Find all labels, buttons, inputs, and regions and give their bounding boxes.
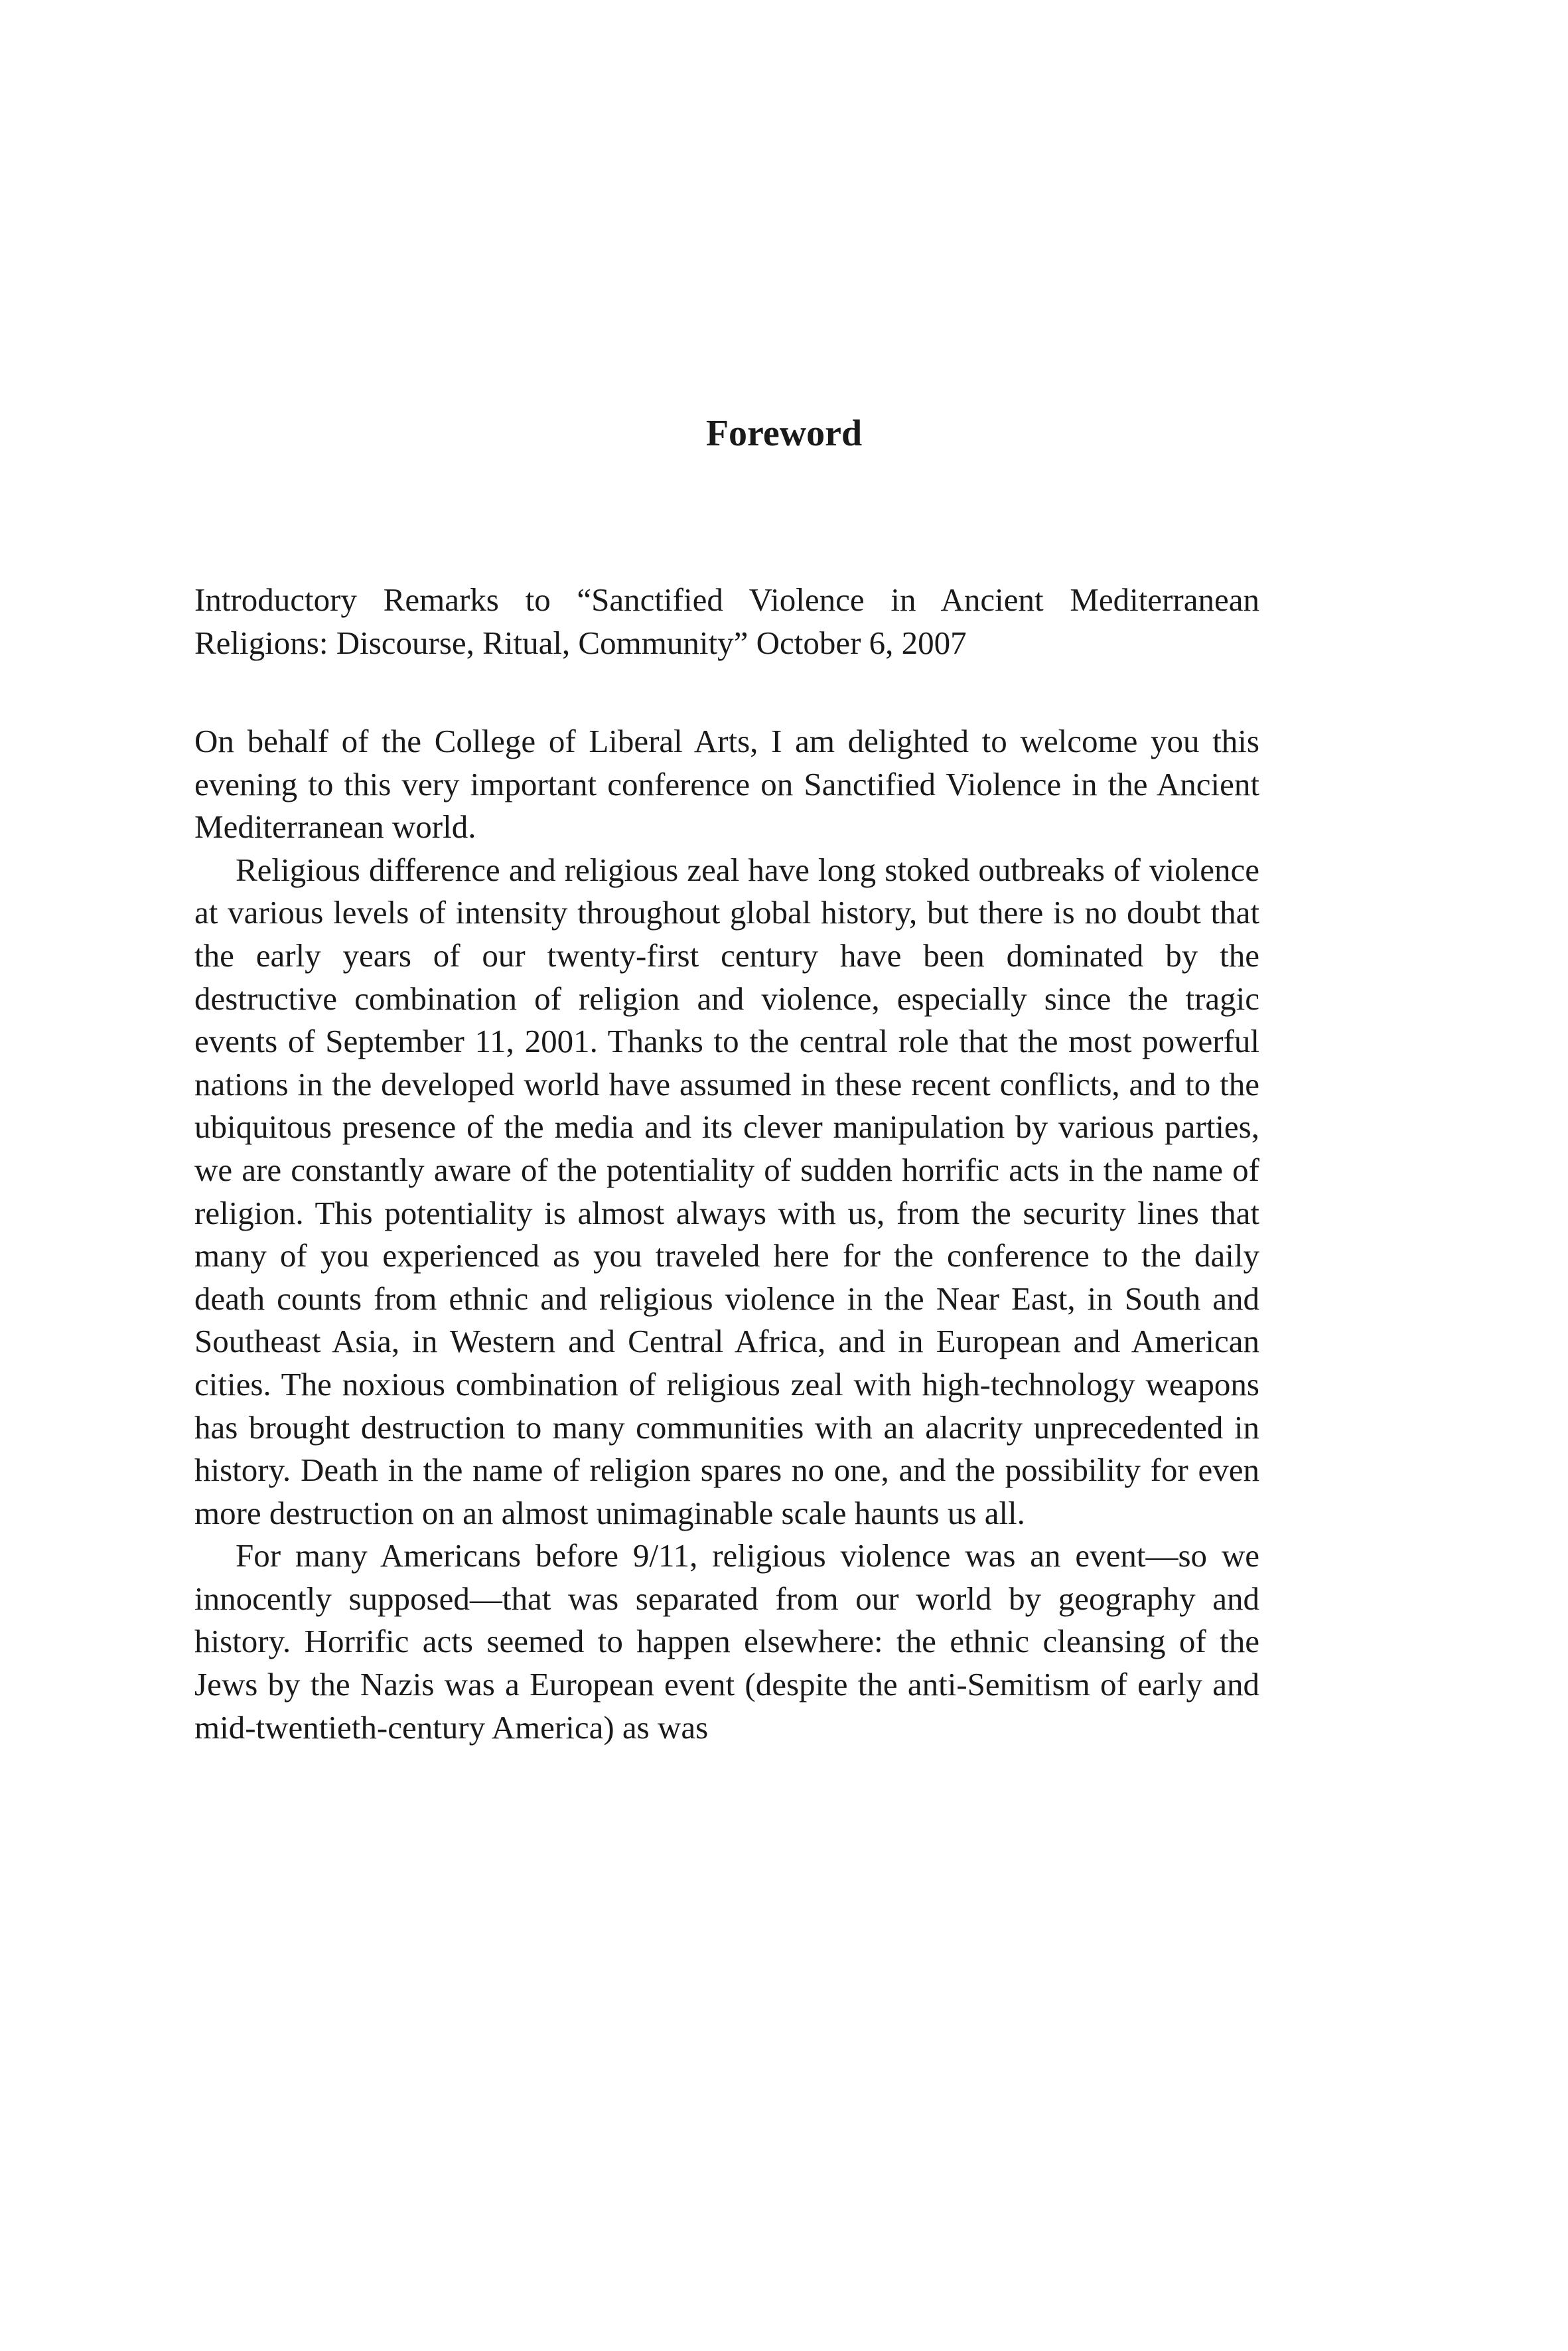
page-title: Foreword xyxy=(705,413,863,454)
paragraph-1: On behalf of the College of Liberal Arts, I am delighted to welcome you this evening to this very important conference on Sanctified Violence in the Ancient Mediterranean world. xyxy=(194,723,1259,846)
paragraph-3: For many Americans before 9/11, religious violence was an event—so we innocently supposed—that was separated from our world by geography and history. Horrific acts seemed to happen elsewhere: the ethnic cleansing of the Jews by the Nazis was a European event (despite the anti-Semitism of early and mid-twentieth-century America) as was xyxy=(194,1537,1259,1746)
subtitle: Introductory Remarks to “Sanctified Violence in Ancient Mediterranean Religions: Discourse, Ritual, Community” October 6, 2007 xyxy=(194,581,1259,661)
paragraph-2: Religious difference and religious zeal have long stoked outbreaks of violence at various levels of intensity throughout global history, but there is no doubt that the early years of our twenty-first century have been dominated by the destructive combination of religion and violence, especially since the tragic events of September 11, 2001. Thanks to the central role that the most powerful nations in the developed world have assumed in these recent conflicts, and to the ubiquitous presence of the media and its clever manipulation by various parties, we are constantly aware of the potentiality of sudden horrific acts in the name of religion. This potentiality is almost always with us, from the security lines that many of you experienced as you traveled here for the conference to the daily death counts from ethnic and religious violence in the Near East, in South and Southeast Asia, in Western and Central Africa, and in European and American cities. The noxious combination of religious zeal with high-technology weapons has brought destruction to many communities with an alacrity unprecedented in history. Death in the name of religion spares no one, and the possibility for even more destruction on an almost unimaginable scale haunts us all. xyxy=(194,851,1259,1531)
body-text xyxy=(194,720,1259,1749)
